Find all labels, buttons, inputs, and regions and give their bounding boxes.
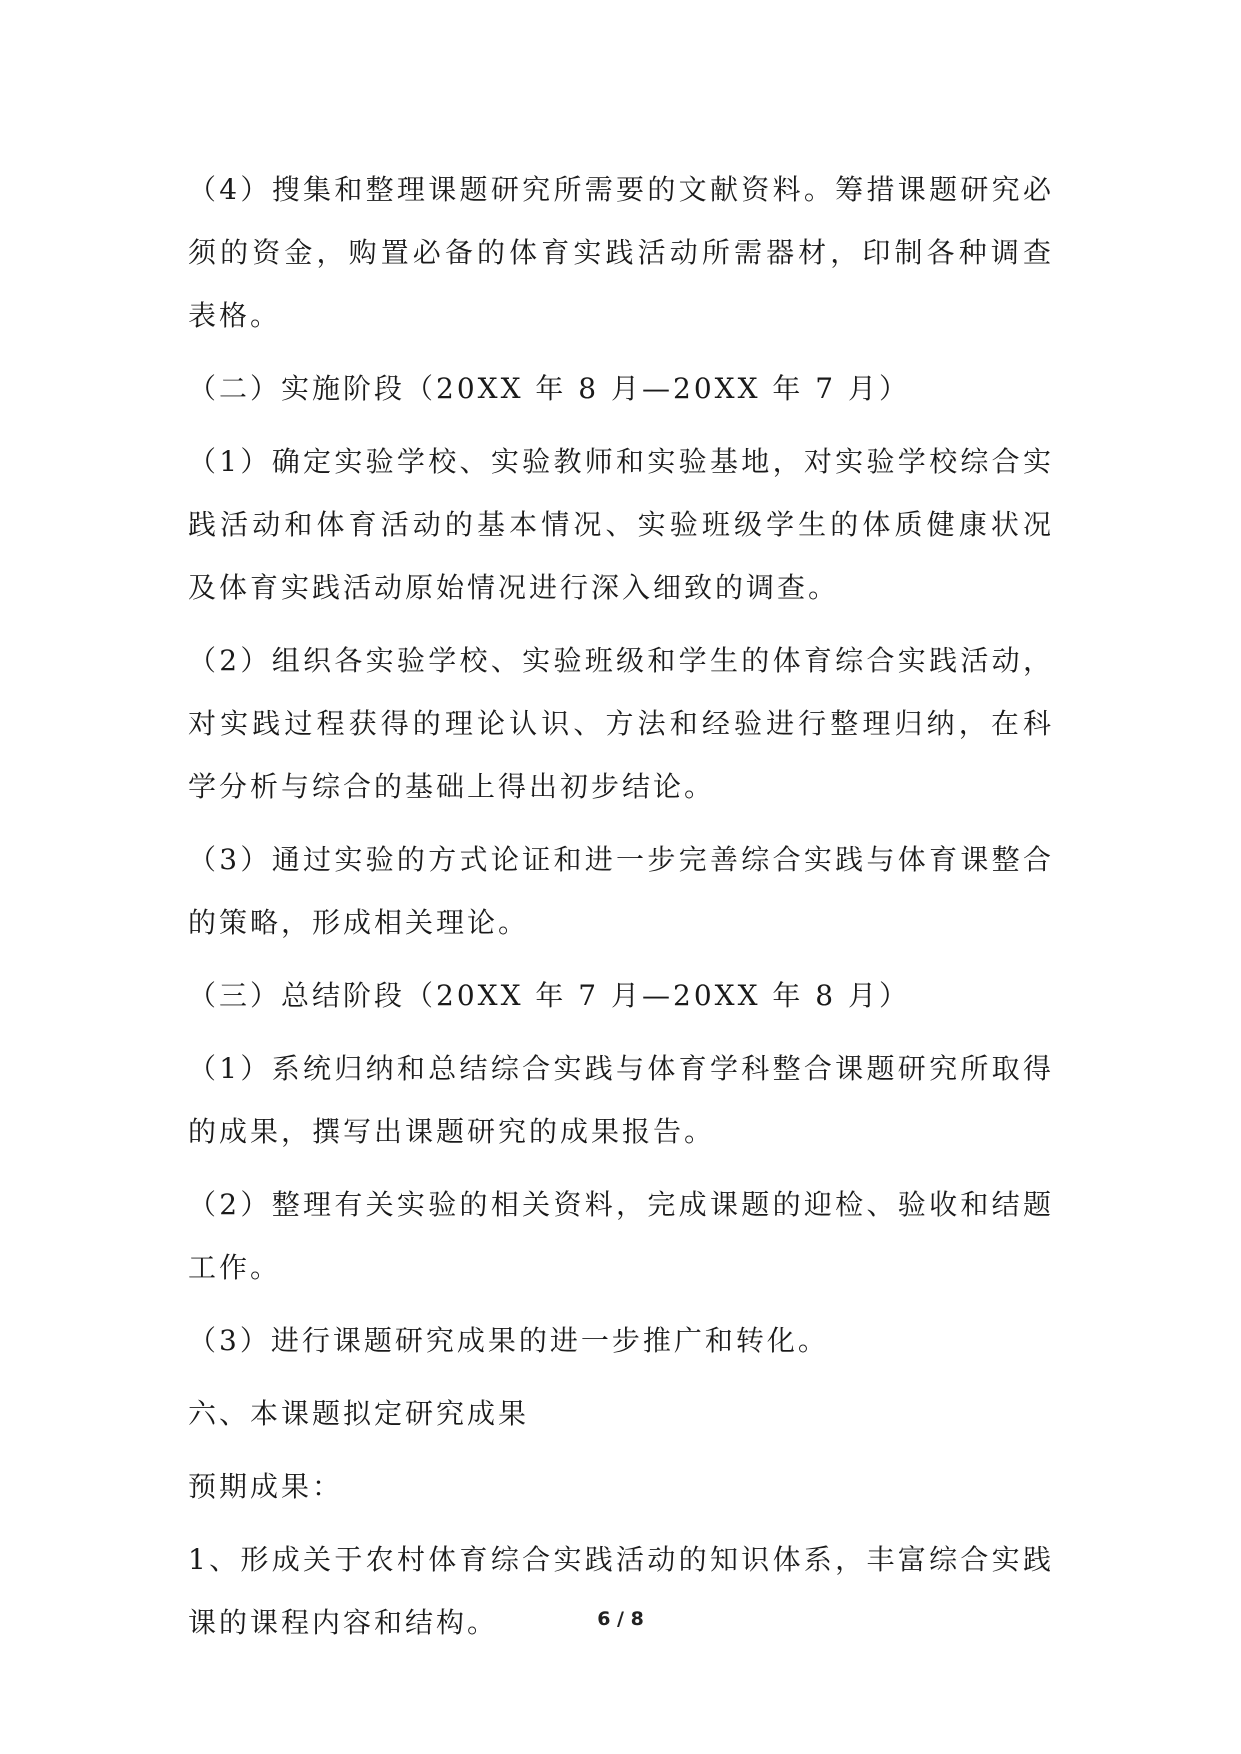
paragraph-collect-literature: （4）搜集和整理课题研究所需要的文献资料。筹措课题研究必须的资金，购置必备的体育实践活动所需器材，印制各种调查表格。 — [188, 173, 1054, 332]
heading-expected-results-section: 六、本课题拟定研究成果 — [188, 1397, 530, 1430]
heading-summary-stage: （三）总结阶段（20XX 年 7 月—20XX 年 8 月） — [188, 979, 911, 1012]
paragraph-summarize-results: （1）系统归纳和总结综合实践与体育学科整合课题研究所取得的成果，撰写出课题研究的成果报告。 — [188, 1052, 1054, 1148]
paragraph-determine-schools: （1）确定实验学校、实验教师和实验基地，对实验学校综合实践活动和体育活动的基本情况、实验班级学生的体质健康状况及体育实践活动原始情况进行深入细致的调查。 — [188, 445, 1054, 604]
paragraph-organize-materials: （2）整理有关实验的相关资料，完成课题的迎检、验收和结题工作。 — [188, 1188, 1054, 1284]
paragraph-promote-results: （3）进行课题研究成果的进一步推广和转化。 — [188, 1324, 829, 1357]
label-expected-results: 预期成果： — [188, 1470, 344, 1503]
heading-implementation-stage: （二）实施阶段（20XX 年 8 月—20XX 年 7 月） — [188, 372, 911, 405]
page-number: 6 / 8 — [597, 1608, 644, 1630]
document-body — [188, 158, 1054, 1664]
paragraph-organize-activities: （2）组织各实验学校、实验班级和学生的体育综合实践活动，对实践过程获得的理论认识、方法和经验进行整理归纳，在科学分析与综合的基础上得出初步结论。 — [188, 644, 1054, 803]
paragraph-knowledge-system: 1、形成关于农村体育综合实践活动的知识体系，丰富综合实践课的课程内容和结构。 — [188, 1543, 1054, 1639]
paragraph-verify-strategy: （3）通过实验的方式论证和进一步完善综合实践与体育课整合的策略，形成相关理论。 — [188, 843, 1054, 939]
